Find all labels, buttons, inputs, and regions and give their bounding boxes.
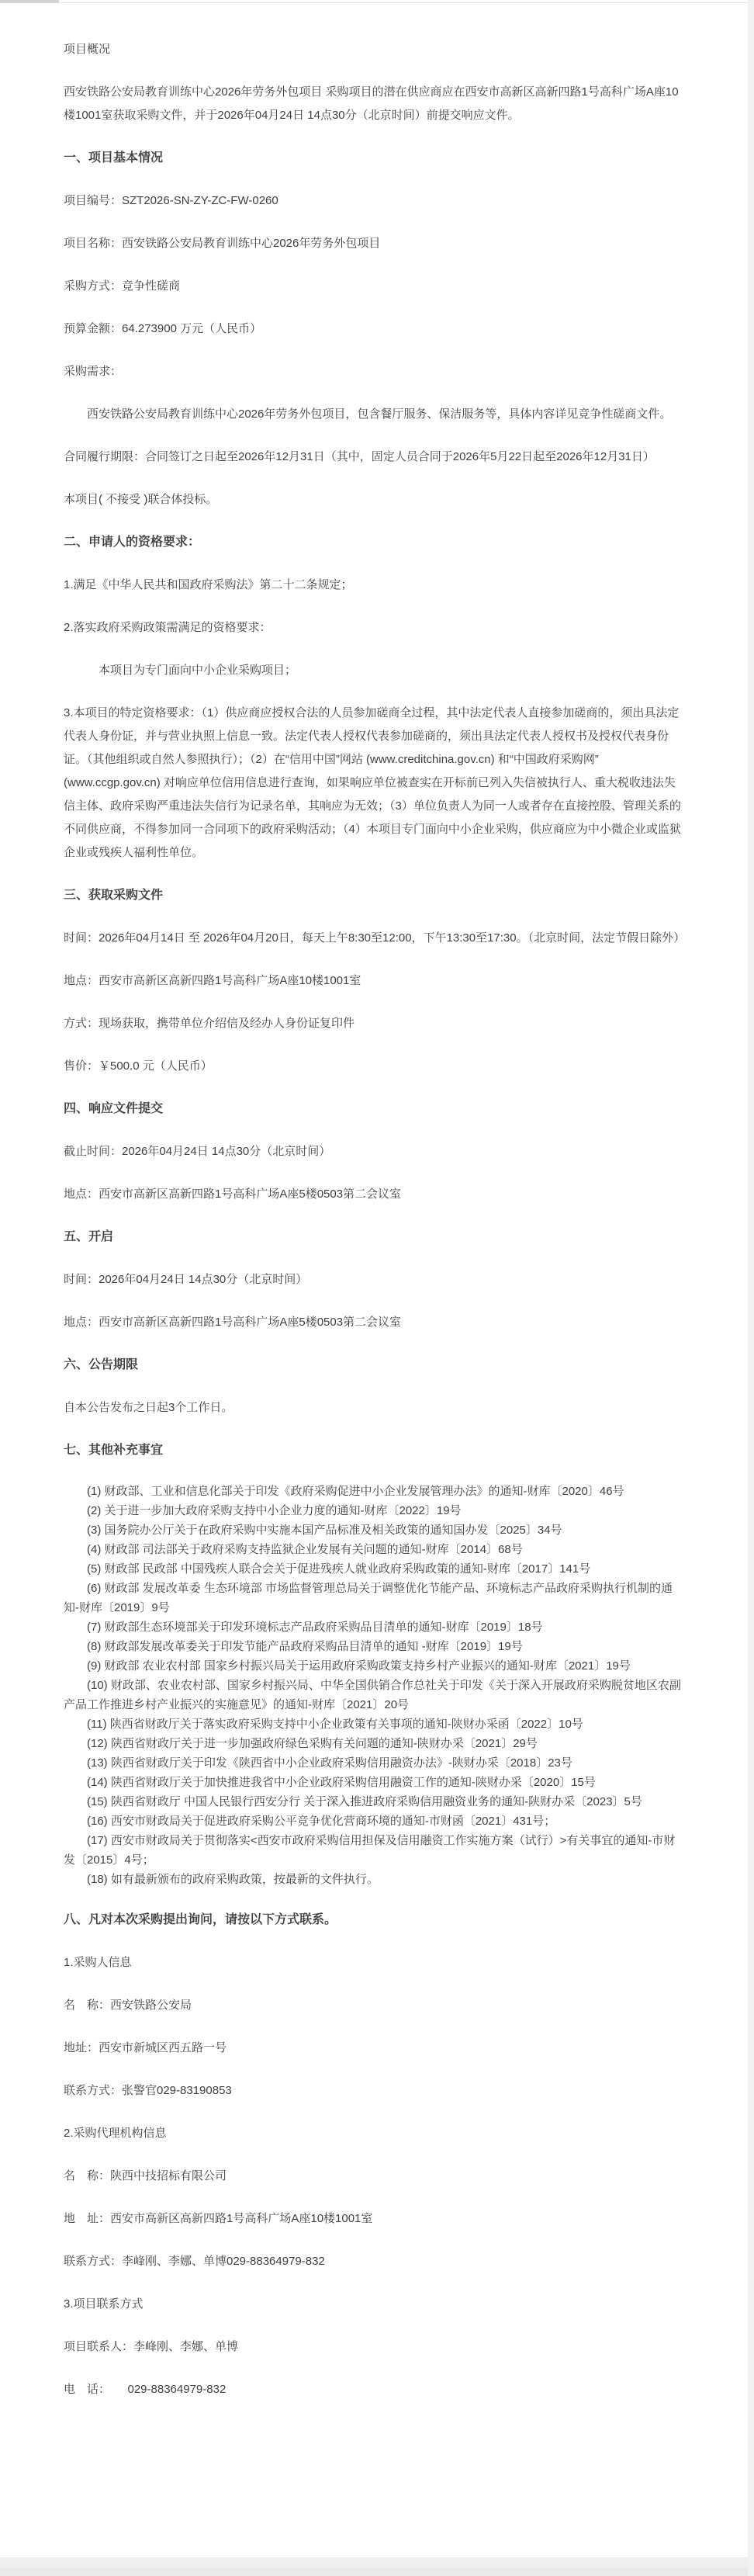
agency-address: 地 址：西安市高新区高新四路1号高科广场A座10楼1001室 <box>64 2212 373 2225</box>
field-open-place: 地点：西安市高新区高新四路1号高科广场A座5楼0503第二会议室 <box>64 1316 402 1329</box>
section5-heading: 五、开启 <box>64 1230 114 1243</box>
field-joint-bid: 本项目( 不接受 )联合体投标。 <box>64 493 218 506</box>
policy-item: (4) 财政部 司法部关于政府采购支持监狱企业发展有关问题的通知-财库〔2014〕68号 <box>87 1543 523 1556</box>
footer-band <box>0 2568 748 2576</box>
section6-heading: 六、公告期限 <box>64 1358 139 1371</box>
policy-item: (1) 财政部、工业和信息化部关于印发《政府采购促进中小企业发展管理办法》的通知-财库〔2020〕46号 <box>87 1485 624 1498</box>
policy-item: (3) 国务院办公厅关于在政府采购中实施本国产品标准及相关政策的通知国办发〔2025〕34号 <box>87 1524 562 1537</box>
field-doc-price: 售价：￥500.0 元（人民币） <box>64 1059 213 1073</box>
qualification-2-note: 本项目为专门面向中小企业采购项目； <box>99 664 297 677</box>
section8-heading: 八、凡对本次采购提出询问，请按以下方式联系。 <box>64 1913 337 1926</box>
policy-item: (17) 西安市财政局关于贯彻落实<西安市政府采购信用担保及信用融资工作实施方案（试行）>有关事宜的通知-市财发〔2015〕4号； <box>64 1834 676 1867</box>
policy-item: (18) 如有最新颁布的政府采购政策，按最新的文件执行。 <box>87 1873 379 1886</box>
section3-heading: 三、获取采购文件 <box>64 889 164 902</box>
agency-title: 2.采购代理机构信息 <box>64 2127 167 2140</box>
policy-item: (9) 财政部 农业农村部 国家乡村振兴局关于运用政府采购政策支持乡村产业振兴的通知-财库〔2021〕19号 <box>87 1659 631 1673</box>
policy-item: (5) 财政部 民政部 中国残疾人联合会关于促进残疾人就业政府采购政策的通知-财库〔2017〕141号 <box>87 1562 591 1576</box>
policy-item: (10) 财政部、农业农村部、国家乡村振兴局、中华全国供销合作总社关于印发《关于深入开展政府采购脱贫地区农副产品工作推进乡村产业振兴的实施意见》的通知-财库〔2021〕20号 <box>64 1679 681 1711</box>
policy-item: (12) 陕西省财政厅关于进一步加强政府绿色采购有关问题的通知-陕财办采〔2021〕29号 <box>87 1737 538 1750</box>
policy-item: (13) 陕西省财政厅关于印发《陕西省中小企业政府采购信用融资办法》-陕财办采〔2018〕23号 <box>87 1756 572 1770</box>
project-contact-person: 项目联系人：李峰刚、李娜、单博 <box>64 2340 239 2353</box>
policy-list <box>64 1482 684 1889</box>
qualification-1: 1.满足《中华人民共和国政府采购法》第二十二条规定； <box>64 578 353 591</box>
top-left-border-segment <box>0 0 59 3</box>
overview-heading: 项目概况 <box>64 43 111 56</box>
field-project-name: 项目名称：西安铁路公安局教育训练中心2026年劳务外包项目 <box>64 237 381 250</box>
field-doc-time: 时间：2026年04月14日 至 2026年04月20日，每天上午8:30至12:00，下午13:30至17:30。（北京时间，法定节假日除外） <box>64 931 686 945</box>
buyer-name: 名 称：西安铁路公安局 <box>64 1999 192 2012</box>
notice-period-text: 自本公告发布之日起3个工作日。 <box>64 1401 233 1414</box>
section2-heading: 二、申请人的资格要求： <box>64 536 201 549</box>
buyer-contact: 联系方式：张警官029-83190853 <box>64 2084 232 2097</box>
demand-text: 西安铁路公安局教育训练中心2026年劳务外包项目，包含餐厅服务、保洁服务等，具体内容详见竞争性磋商文件。 <box>87 407 672 421</box>
scrollbar-track[interactable] <box>748 0 754 2576</box>
policy-item: (6) 财政部 发展改革委 生态环境部 市场监督管理总局关于调整优化节能产品、环境标志产品政府采购执行机制的通知-财库〔2019〕9号 <box>64 1582 673 1614</box>
buyer-address: 地址：西安市新城区西五路一号 <box>64 2041 227 2054</box>
policy-item: (7) 财政部生态环境部关于印发环境标志产品政府采购品目清单的通知-财库〔2019〕18号 <box>87 1621 543 1634</box>
field-project-number: 项目编号：SZT2026-SN-ZY-ZC-FW-0260 <box>64 194 278 207</box>
field-procurement-method: 采购方式：竞争性磋商 <box>64 279 181 293</box>
footer-band <box>0 2557 748 2568</box>
policy-item: (15) 陕西省财政厅 中国人民银行西安分行 关于深入推进政府采购信用融资业务的通知-陕财办采〔2023〕5号 <box>87 1795 642 1808</box>
top-border <box>59 2 748 3</box>
section4-heading: 四、响应文件提交 <box>64 1102 164 1115</box>
buyer-title: 1.采购人信息 <box>64 1956 132 1969</box>
qualification-3: 3.本项目的特定资格要求：（1）供应商应授权合法的人员参加磋商全过程，其中法定代表人直接参加磋商的，须出具法定代表人身份证，并与营业执照上信息一致。法定代表人授权代表参加磋商的，须出具法定代表人授权书及授权代表身份证。（其他组织或自然人参照执行）；（2）在“信用中国”网站 (www.creditchina.gov.cn) 和“中国政府采购网” (www.ccgp.gov.cn) 对响应单位信用信息进行查询，如果响应单位被查实在开标前已列入失信被执行人、重大税收违法失信主体、政府采购严重违法失信行为记录名单，其响应为无效；（3）单位负责人为同一人或者存在直接控股、管理关系的不同供应商，不得参加同一合同项下的政府采购活动；（4）本项目专门面向中小企业采购，供应商应为中小微企业或监狱企业或残疾人福利性单位。 <box>64 706 681 859</box>
policy-item: (14) 陕西省财政厅关于加快推进我省中小企业政府采购信用融资工作的通知-陕财办采〔2020〕15号 <box>87 1776 596 1789</box>
field-doc-place: 地点：西安市高新区高新四路1号高科广场A座10楼1001室 <box>64 974 361 987</box>
field-submit-place: 地点：西安市高新区高新四路1号高科广场A座5楼0503第二会议室 <box>64 1187 402 1201</box>
agency-contact: 联系方式：李峰刚、李娜、单博029-88364979-832 <box>64 2255 325 2268</box>
overview-text: 西安铁路公安局教育训练中心2026年劳务外包项目 采购项目的潜在供应商应在西安市高新区高新四路1号高科广场A座10楼1001室获取采购文件，并于2026年04月24日 14点30分（北京时间）前提交响应文件。 <box>64 85 679 122</box>
project-contact-title: 3.项目联系方式 <box>64 2297 144 2311</box>
field-budget: 预算金额：64.273900 万元（人民币） <box>64 322 262 335</box>
project-contact-phone: 电 话： 029-88364979-832 <box>64 2383 227 2396</box>
policy-item: (11) 陕西省财政厅关于落实政府采购支持中小企业政策有关事项的通知-陕财办采函〔2022〕10号 <box>87 1718 583 1731</box>
policy-item: (2) 关于进一步加大政府采购支持中小企业力度的通知-财库〔2022〕19号 <box>87 1504 462 1517</box>
policy-item: (16) 西安市财政局关于促进政府采购公平竞争优化营商环境的通知-市财函〔2021〕431号； <box>87 1815 556 1828</box>
section1-heading: 一、项目基本情况 <box>64 151 164 165</box>
field-contract-period: 合同履行期限：合同签订之日起至2026年12月31日（其中，固定人员合同于2026年5月22日起至2026年12月31日） <box>64 450 655 463</box>
field-doc-method: 方式：现场获取，携带单位介绍信及经办人身份证复印件 <box>64 1017 355 1030</box>
policy-item: (8) 财政部发展改革委关于印发节能产品政府采购品目清单的通知 -财库〔2019〕19号 <box>87 1640 523 1653</box>
qualification-2: 2.落实政府采购政策需满足的资格要求： <box>64 621 272 634</box>
agency-name: 名 称：陕西中技招标有限公司 <box>64 2169 227 2182</box>
section7-heading: 七、其他补充事宜 <box>64 1444 164 1457</box>
field-submit-deadline: 截止时间：2026年04月24日 14点30分（北京时间） <box>64 1145 331 1158</box>
field-demand-label: 采购需求： <box>64 365 123 378</box>
field-open-time: 时间：2026年04月24日 14点30分（北京时间） <box>64 1273 308 1286</box>
